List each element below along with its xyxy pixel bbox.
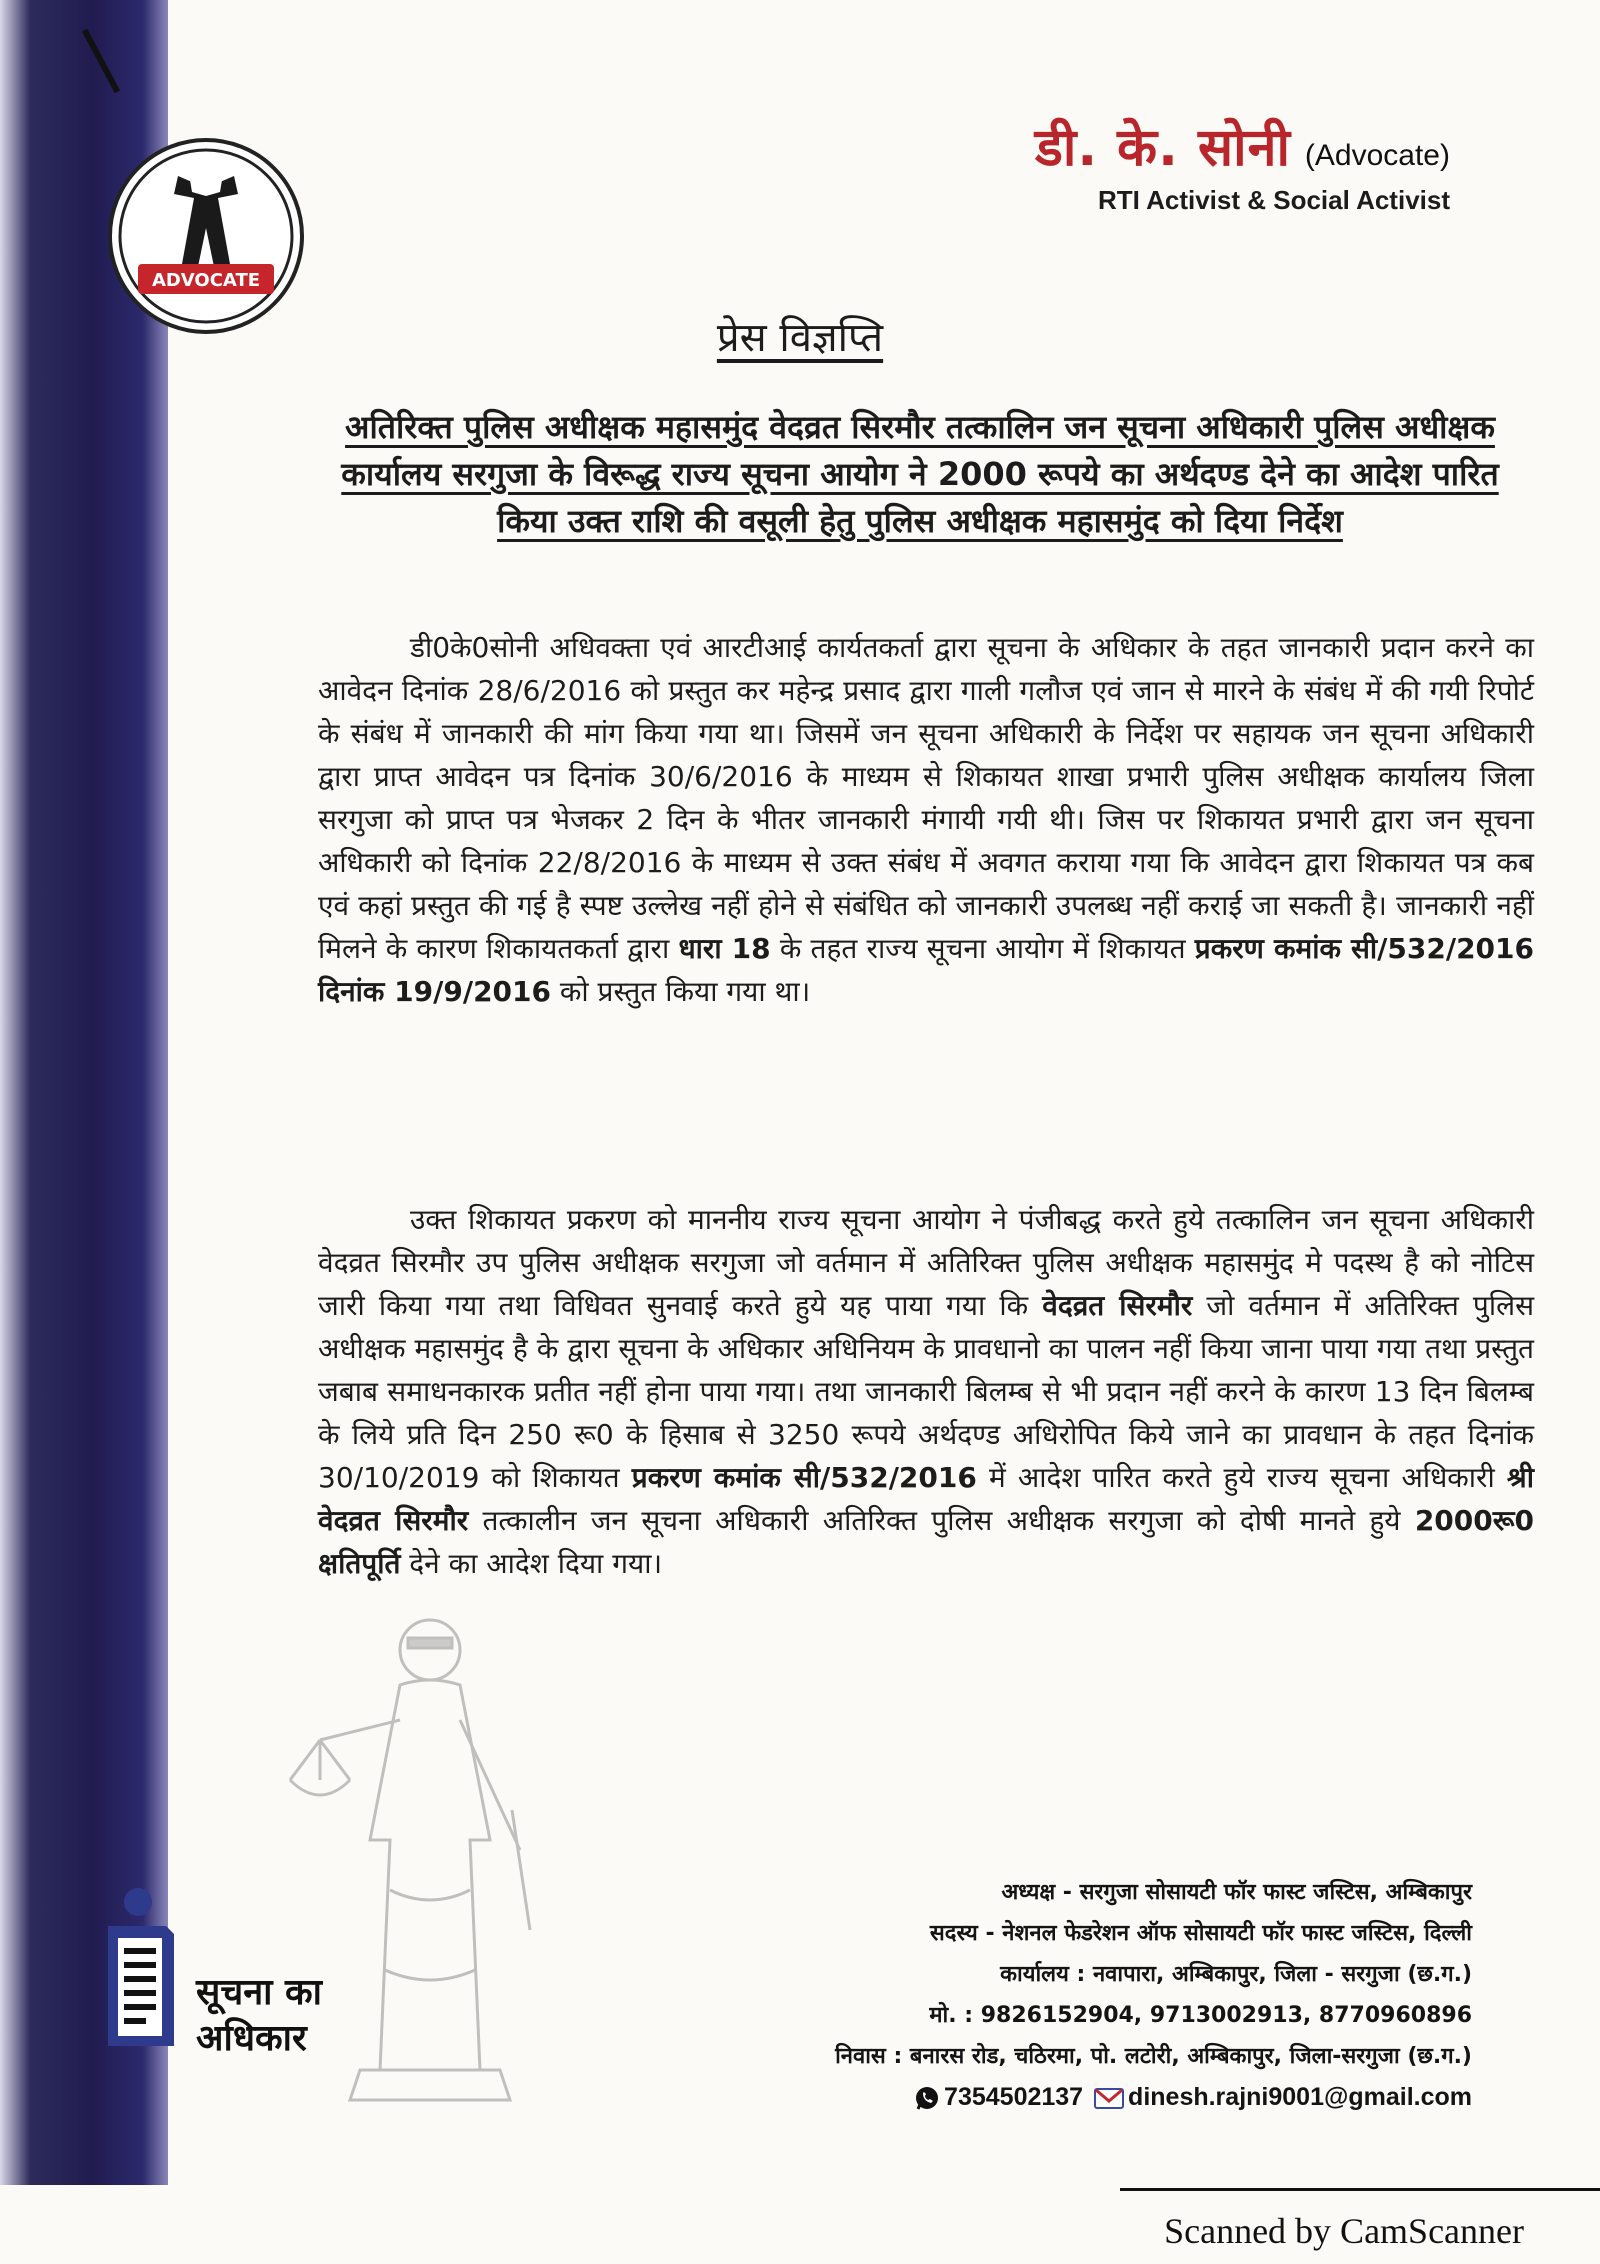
letterhead-subtitle: RTI Activist & Social Activist (1097, 185, 1450, 215)
para1-text-2: के तहत राज्य सूचना आयोग में शिकायत (770, 932, 1195, 965)
advocate-role: (Advocate) (1304, 139, 1450, 172)
press-release-headline: अतिरिक्त पुलिस अधीक्षक महासमुंद वेदव्रत सिरमौर तत्कालिन जन सूचना अधिकारी पुलिस अधीक्षक कार्यालय सरगुजा के विरूद्ध राज्य सूचना आयोग ने 2000 रूपये का अर्थदण्ड देने का आदेश पारित किया उक्त राशि की वसूली हेतु पुलिस अधीक्षक महासमुंद को दिया निर्देश (341, 408, 1499, 540)
advocate-name: डी. के. सोनी (1035, 118, 1291, 178)
footer-line-office: कार्यालय : नवापारा, अम्बिकापुर, जिला - सरगुजा (छ.ग.) (1000, 1962, 1472, 1987)
scanner-divider (1120, 2188, 1600, 2191)
rti-logo-icon (100, 1882, 180, 2052)
rti-label (196, 1970, 322, 2062)
para2-bold-case-number: प्रकरण कमांक सी/532/2016 (631, 1461, 977, 1494)
footer-line-member: सदस्य - नेशनल फेडरेशन ऑफ सोसायटी फॉर फास्ट जस्टिस, दिल्ली (929, 1921, 1472, 1946)
letterhead (1035, 110, 1450, 216)
para2-text-2: जो वर्तमान में अतिरिक्त पुलिस अधीक्षक महासमुंद है के द्वारा सूचना के अधिकार अधिनियम के प्रावधानो का पालन नहीं किया जाना पाया गया तथा प्रस्तुत जबाब समाधनकारक प्रतीत नहीं होना पाया गया। तथा जानकारी बिलम्ब से भी प्रदान नहीं करने के कारण 13 दिन बिलम्ब के लिये प्रति दिन 250 रू0 के हिसाब से 3250 रूपये अर्थदण्ड अधिरोपित किये जाने का प्रावधान के तहत दिनांक 30/10/2019 को शिकायत (318, 1289, 1534, 1494)
para2-text-3: में आदेश पारित करते हुये राज्य सूचना अधिकारी (976, 1461, 1507, 1494)
para2-bold-name: वेदव्रत सिरमौर (1042, 1289, 1193, 1322)
para1-bold-section: धारा 18 (678, 932, 771, 965)
lady-justice-watermark-icon (280, 1590, 580, 2110)
para1-text-1: डी0के0सोनी अधिवक्ता एवं आरटीआई कार्यतकर्ता द्वारा सूचना के अधिकार के तहत जानकारी प्रदान करने का आवेदन दिनांक 28/6/2016 को प्रस्तुत कर महेन्द्र प्रसाद द्वारा गाली गलौज एवं जान से मारने के संबंध में की गयी रिपोर्ट के संबंध में जानकारी की मांग किया गया था। जिसमें जन सूचना अधिकारी के निर्देश पर सहायक जन सूचना अधिकारी द्वारा प्राप्त आवेदन पत्र दिनांक 30/6/2016 के माध्यम से शिकायत शाखा प्रभारी पुलिस अधीक्षक कार्यालय जिला सरगुजा को प्राप्त पत्र भेजकर 2 दिन के भीतर जानकारी मंगायी गयी थी। जिस पर शिकायत प्रभारी द्वारा जन सूचना अधिकारी को दिनांक 22/8/2016 के माध्यम से उक्त संबंध में अवगत कराया गया कि आवेदन द्वारा शिकायत पत्र कब एवं कहां प्रस्तुत की गई है स्पष्ट उल्लेख नहीं होने से संबंधित को जानकारी उपलब्ध नहीं कराई जा सकती है। जानकारी नहीं मिलने के कारण शिकायतकर्ता द्वारा (318, 631, 1534, 965)
scanner-watermark: Scanned by CamScanner (1164, 2211, 1524, 2251)
footer-line-mobile: मो. : 9826152904, 9713002913, 8770960896 (929, 2003, 1472, 2028)
footer-line-president: अध्यक्ष - सरगुजा सोसायटी फॉर फास्ट जस्टिस, अम्बिकापुर (1001, 1880, 1472, 1905)
email-address[interactable]: dinesh.rajni9001@gmail.com (1128, 2083, 1472, 2111)
whatsapp-icon (914, 2085, 940, 2111)
whatsapp-number[interactable]: 7354502137 (944, 2083, 1084, 2111)
para2-text-5: देने का आदेश दिया गया। (400, 1547, 663, 1580)
para2-bold-compensation: 2000रू0 क्षतिपूर्ति (318, 1504, 1534, 1580)
body-paragraph-1 (318, 626, 1534, 1013)
advocate-logo-icon (106, 136, 306, 336)
footer-line-residence: निवास : बनारस रोड, चठिरमा, पो. लटोरी, अम्बिकापुर, जिला-सरगुजा (छ.ग.) (835, 2044, 1472, 2069)
para2-bold-officer: श्री वेदव्रत सिरमौर (318, 1461, 1534, 1537)
para2-text-1: उक्त शिकायत प्रकरण को माननीय राज्य सूचना आयोग ने पंजीबद्ध करते हुये तत्कालिन जन सूचना अधिकारी वेदव्रत सिरमौर उप पुलिस अधीक्षक सरगुजा जो वर्तमान में अतिरिक्त पुलिस अधीक्षक महासमुंद मे पदस्थ है को नोटिस जारी किया गया तथा विधिवत सुनवाई करते हुये यह पाया गया कि (318, 1203, 1534, 1322)
advocate-badge-text: ADVOCATE (151, 270, 261, 291)
para1-text-3: को प्रस्तुत किया गया था। (551, 975, 811, 1008)
press-release-title: प्रेस विज्ञप्ति (716, 315, 884, 361)
body-paragraph-2 (318, 1198, 1534, 1585)
rti-label-line-2: अधिकार (196, 2018, 307, 2059)
para1-bold-case-number: प्रकरण कमांक सी/532/2016 दिनांक 19/9/2016 (318, 932, 1535, 1008)
letterhead-name-row (1035, 110, 1450, 181)
footer-contact-block (835, 1872, 1472, 2118)
para2-text-4: तत्कालीन जन सूचना अधिकारी अतिरिक्त पुलिस अधीक्षक सरगुजा को दोषी मानते हुये (468, 1504, 1415, 1537)
rti-label-line-1: सूचना का (196, 1972, 323, 2013)
footer-contacts-row (835, 2077, 1472, 2118)
email-icon (1094, 2086, 1124, 2110)
